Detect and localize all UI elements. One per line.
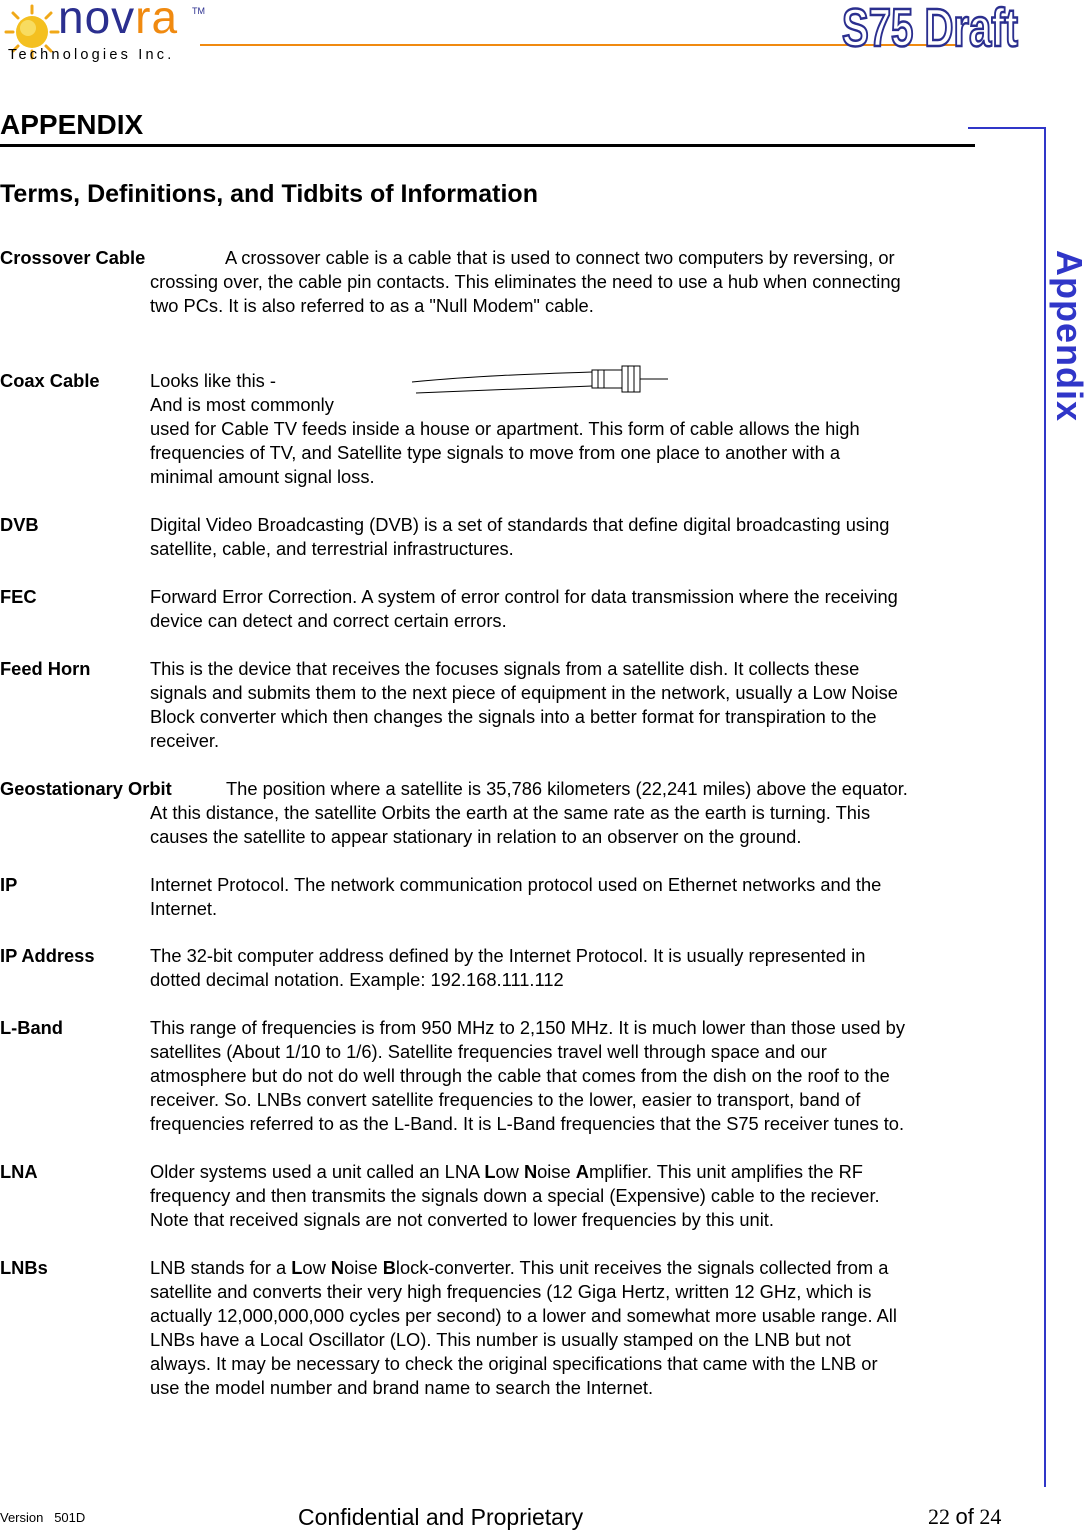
definition-line: receiver. [150,730,220,751]
definition-line: At this distance, the satellite Orbits the earth at the same rate as the earth is turning. This [150,802,871,823]
definition-line: frequencies of TV, and Satellite type signals to move from one place to another with a [150,442,841,463]
logo-wordmark: novra [58,0,179,43]
term-feed-horn: Feed Horn [0,658,91,679]
definition-line: The position where a satellite is 35,786 kilometers (22,241 miles) above the equator. [226,778,908,799]
definition-line: Forward Error Correction. A system of error control for data transmission where the receiving [150,586,898,607]
term-lnbs: LNBs [0,1257,48,1278]
title-rule [0,144,975,147]
definition-line: actually 12,000,000,000 cycles per second) to a lower and somewhat more usable range. All [150,1305,897,1326]
definition-line: Digital Video Broadcasting (DVB) is a set of standards that define digital broadcasting using [150,514,890,535]
logo-trademark: TM [192,6,205,16]
definition-line: LNB stands for a Low Noise Block-converter. This unit receives the signals collected from a [150,1257,889,1278]
side-section-label: Appendix [1049,250,1090,423]
term-l-band: L-Band [0,1017,63,1038]
definition-line: used for Cable TV feeds inside a house or apartment. This form of cable allows the high [150,418,860,439]
definition-line: The 32-bit computer address defined by the Internet Protocol. It is usually represented in [150,945,866,966]
definition-line: signals and submits them to the next piece of equipment in the network, usually a Low Noise [150,682,898,703]
definition-line: Looks like this - [150,370,276,391]
definition-line: A crossover cable is a cable that is used to connect two computers by reversing, or [225,247,895,268]
definition-line: Internet Protocol. The network communication protocol used on Ethernet networks and the [150,874,882,895]
definition-line: two PCs. It is also referred to as a "Null Modem" cable. [150,295,594,316]
term-fec: FEC [0,586,37,607]
definition-line: LNBs have a Local Oscillator (LO). This number is usually stamped on the LNB but not [150,1329,851,1350]
definition-line: satellite and converts their very high frequencies (12 Giga Hertz, written 12 GHz, which is [150,1281,872,1302]
definition-line: receiver. So. LNBs convert satellite frequencies to the lower, easier to transport, band of [150,1089,861,1110]
definition-line: minimal amount signal loss. [150,466,375,487]
definition-line: frequencies referred to as the L-Band. It is L-Band frequencies that the S75 receiver tunes to. [150,1113,905,1134]
term-dvb: DVB [0,514,39,535]
definition-line: device can detect and correct certain errors. [150,610,507,631]
definition-line: frequency and then transmits the signals down a special (Expensive) cable to the reciever. [150,1185,880,1206]
logo-subtitle: Technologies Inc. [8,47,175,63]
definition-line: This range of frequencies is from 950 MHz to 2,150 MHz. It is much lower than those used by [150,1017,905,1038]
side-rule-top [968,127,1046,129]
term-coax-cable: Coax Cable [0,370,100,391]
definition-line: Note that received signals are not converted to lower frequencies by this unit. [150,1209,774,1230]
definition-line: always. It may be necessary to check the original specifications that came with the LNB or [150,1353,878,1374]
term-lna: LNA [0,1161,38,1182]
definition-line: Internet. [150,898,218,919]
definition-line: And is most commonly [150,394,334,415]
definition-line: satellites (About 1/10 to 1/6). Satellite frequencies travel well through space and our [150,1041,827,1062]
draft-stamp-text: S75 Draft [842,0,1019,58]
definition-line: Block converter which then changes the signals into a better format for transpiration to the [150,706,877,727]
definition-line: use the model number and brand name to search the Internet. [150,1377,654,1398]
footer-confidential: Confidential and Proprietary [298,1504,584,1530]
term-ip-address: IP Address [0,945,95,966]
definition-line: Older systems used a unit called an LNA Low Noise Amplifier. This unit amplifies the RF [150,1161,863,1182]
page-title: APPENDIX [0,109,144,140]
section-subtitle: Terms, Definitions, and Tidbits of Information [0,180,538,208]
definition-line: crossing over, the cable pin contacts. This eliminates the need to use a hub when connecting [150,271,901,292]
definition-line: satellite, cable, and terrestrial infrastructures. [150,538,514,559]
footer-page-number: 22 of 24 [928,1504,1002,1529]
term-crossover-cable: Crossover Cable [0,247,146,268]
term-ip: IP [0,874,18,895]
definition-line: atmosphere but do not do well through the cable that comes from the dish on the roof to the [150,1065,890,1086]
definition-line: This is the device that receives the focuses signals from a satellite dish. It collects these [150,658,860,679]
term-geostationary-orbit: Geostationary Orbit [0,778,172,799]
draft-stamp [840,0,1022,56]
side-rule-vertical [1044,127,1046,1487]
footer-version: Version 501D [0,1510,86,1525]
coax-cable-illustration [412,362,668,396]
definition-line: causes the satellite to appear stationary in relation to an observer on the ground. [150,826,802,847]
definition-line: dotted decimal notation. Example: 192.168.111.112 [150,969,564,990]
